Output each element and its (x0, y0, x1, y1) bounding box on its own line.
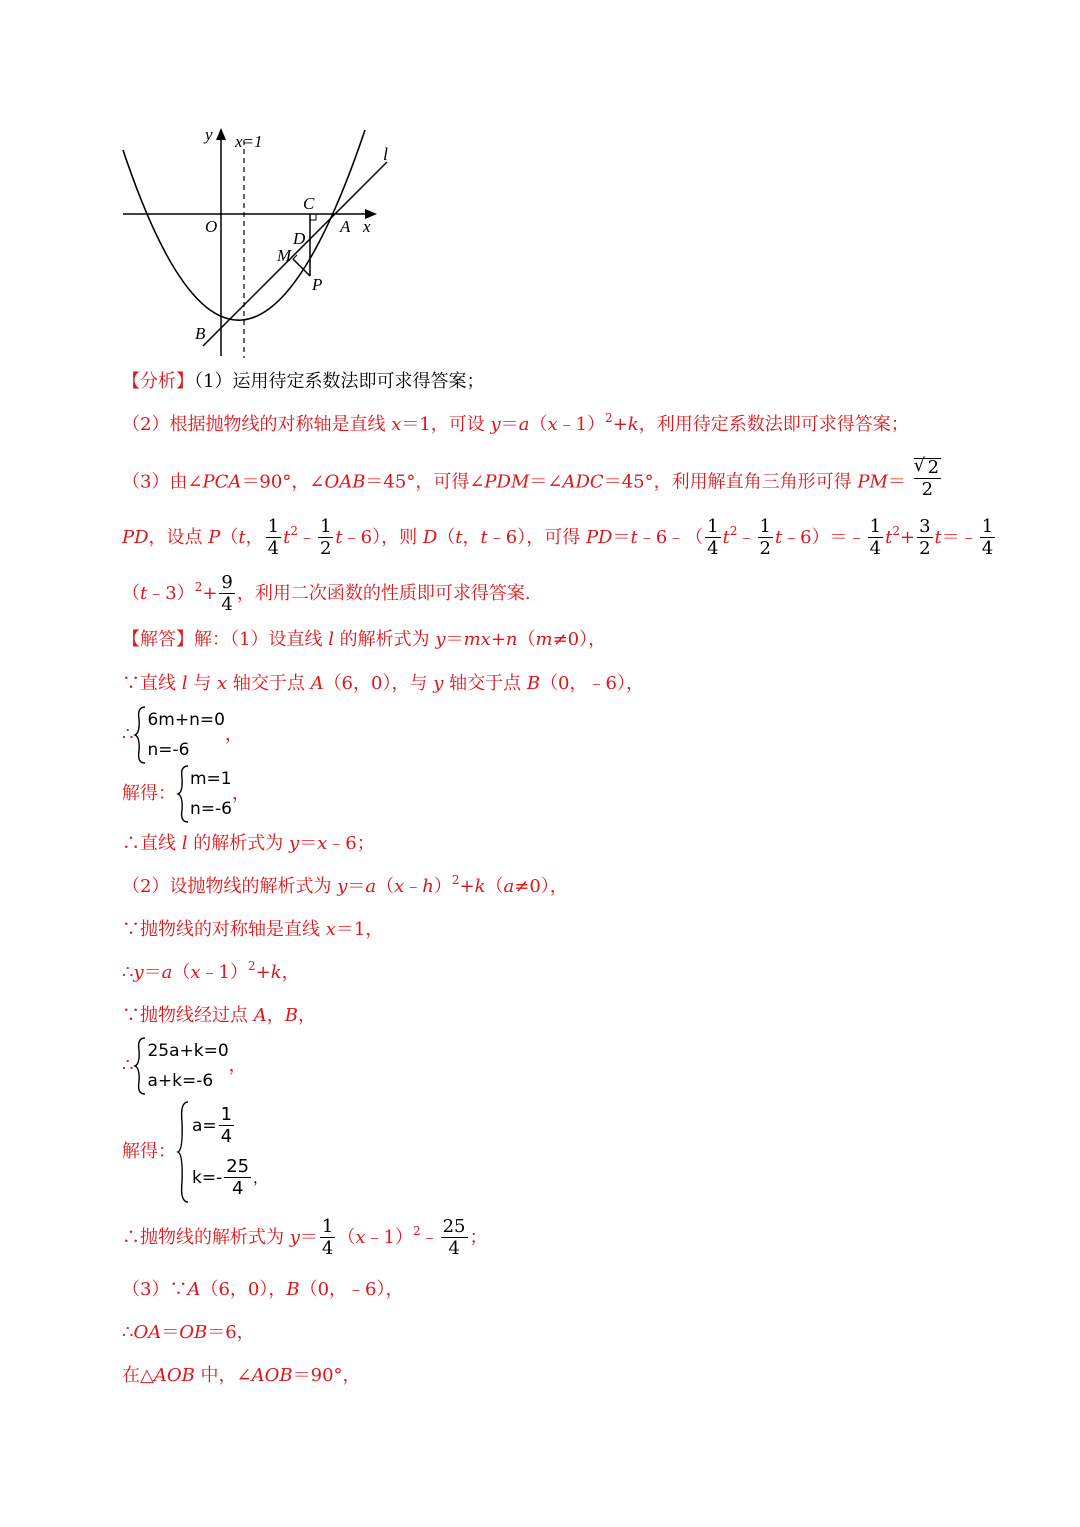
analysis-line-5: （t﹣3）$^2$+ $\frac{9}{4}$ ，利用二次函数的性质即可求得答案. (122, 572, 531, 615)
label-o: O (205, 217, 218, 236)
label-l: l (383, 144, 389, 164)
analysis-line-2: （2）根据抛物线的对称轴是直线 x＝1，可设 y＝a（x﹣1）$^2$+k，利用待定系数法即可求得答案； (122, 411, 909, 435)
sqrt2-over-2: √ 2 2 (913, 455, 940, 500)
analysis-line-1: 【分析】（1）运用待定系数法即可求得答案； (122, 371, 485, 392)
label-x1: x=1 (235, 132, 263, 151)
solution-line-2: ∵直线 l 与 x 轴交于点 A（6，0），与 y 轴交于点 B（0，﹣6）， (122, 673, 644, 694)
system-3: ∴ 25a+k=0 a+k=-6 ， (122, 1036, 247, 1096)
analysis-line-4: PD，设点 P（t， $\frac{1}{4}$ $t^2﹣$ $\frac{1}{2}$ t﹣6），则 D（t，t﹣6），可得 PD＝t﹣6﹣（ $\frac{1}{4}$ $t^2﹣$ $\frac{1}{2}$ t﹣6）＝﹣ $\frac{1}{4}$ $t^2+$ $\frac{3}{2}$ t＝﹣ $\frac{1}{4}$ (122, 516, 994, 559)
right-angle-c (310, 214, 316, 220)
y-axis-arrow (216, 128, 226, 140)
solution-line-1: 【解答】解：（1）设直线 l 的解析式为 y＝mx+n（m≠0）， (122, 629, 607, 650)
system-4: 解得： a= $\frac{1}{4}$ k=- $\frac{25}{4}$ ， (122, 1100, 267, 1204)
solution-line-10: ∴OA＝OB＝6， (122, 1322, 255, 1343)
solution-line-4: （2）设抛物线的解析式为 y＝a（x﹣h）$^2$+k（a≠0）， (122, 873, 568, 897)
label-p: P (312, 275, 323, 294)
line-l (203, 162, 387, 346)
solution-line-3: ∴直线 l 的解析式为 y＝x﹣6； (122, 833, 375, 854)
label-m: M (277, 246, 292, 265)
solution-line-5: ∵抛物线的对称轴是直线 x＝1， (122, 919, 384, 940)
system-1: ∴ 6m+n=0 n=-6 ， (122, 705, 243, 765)
solution-line-9: （3）∵A（6，0），B（0，﹣6）， (122, 1279, 404, 1300)
label-a: A (340, 217, 351, 236)
label-c: C (303, 194, 315, 213)
label-y: y (205, 125, 213, 144)
label-b: B (195, 324, 206, 343)
label-x: x (363, 217, 371, 236)
solution-line-7: ∵抛物线经过点 A，B， (122, 1005, 316, 1026)
label-d: D (293, 229, 306, 248)
system-2: 解得： m=1 n=-6 ， (122, 764, 250, 824)
solution-line-11: 在△AOB 中，∠AOB＝90°， (122, 1365, 361, 1386)
solution-line-8: ∴抛物线的解析式为 y＝ $\frac{1}{4}$ （x﹣1）$^2$﹣ $\frac{25}{4}$ ； (122, 1216, 488, 1259)
analysis-head: 【分析】 (122, 371, 194, 392)
solution-line-6: ∴y＝a（x﹣1）$^2$+k， (122, 959, 300, 983)
analysis-line-3: （3）由∠PCA＝90°，∠OAB＝45°，可得∠PDM＝∠ADC＝45°，利用解直角三角形可得 PM＝ √ 2 2 (122, 455, 940, 500)
parabola-figure (115, 120, 395, 360)
